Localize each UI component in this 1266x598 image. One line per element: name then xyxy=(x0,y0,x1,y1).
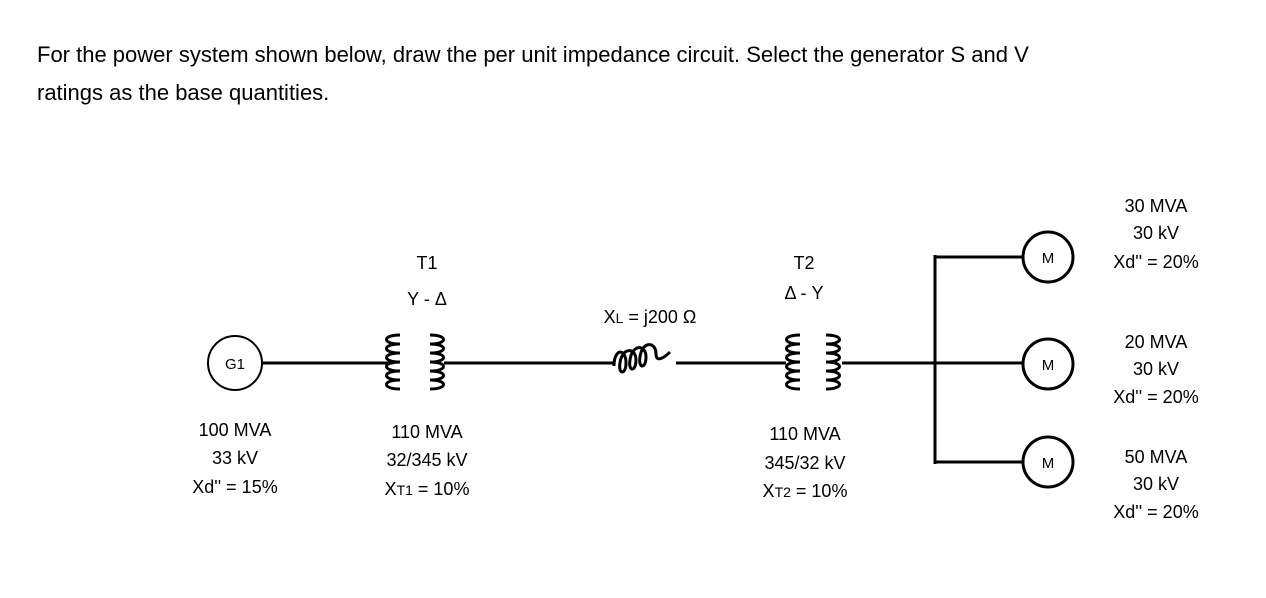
motor-3-kv: 30 kV xyxy=(1132,474,1180,494)
motor-3-reactance: Xd'' = 20% xyxy=(1113,502,1199,522)
problem-line-1: For the power system shown below, draw the per unit impedance circuit. Select the generator S and V xyxy=(37,42,1029,67)
t2-secondary-winding xyxy=(826,335,840,389)
t1-name: T1 xyxy=(416,253,438,273)
motor-1-kv: 30 kV xyxy=(1132,223,1180,243)
line-inductor xyxy=(614,345,670,372)
t1-secondary-winding xyxy=(430,335,444,389)
generator-reactance: Xd'' = 15% xyxy=(192,477,278,497)
motor-3-mva: 50 MVA xyxy=(1124,447,1188,467)
motor-2-reactance: Xd'' = 20% xyxy=(1113,387,1199,407)
t1-reactance: XT1 = 10% xyxy=(384,479,470,499)
motor-1-symbol-label: M xyxy=(1041,250,1055,267)
t1-connection: Y - Δ xyxy=(407,289,447,309)
t1-kv: 32/345 kV xyxy=(386,450,468,470)
t2-name: T2 xyxy=(793,253,815,273)
line-reactance: XL = j200 Ω xyxy=(603,307,697,327)
generator-symbol-label: G1 xyxy=(224,356,246,373)
motor-1-reactance: Xd'' = 20% xyxy=(1113,252,1199,272)
generator-kv: 33 kV xyxy=(211,448,259,468)
motor-2-kv: 30 kV xyxy=(1132,359,1180,379)
t2-mva: 110 MVA xyxy=(769,424,841,444)
t1-mva: 110 MVA xyxy=(391,422,463,442)
motor-2-symbol-label: M xyxy=(1041,357,1055,374)
t2-primary-winding xyxy=(787,335,801,389)
motor-1-mva: 30 MVA xyxy=(1124,196,1188,216)
problem-line-2: ratings as the base quantities. xyxy=(37,80,330,105)
motor-2-mva: 20 MVA xyxy=(1124,332,1188,352)
generator-mva: 100 MVA xyxy=(198,420,272,440)
t2-kv: 345/32 kV xyxy=(764,453,846,473)
t2-reactance: XT2 = 10% xyxy=(762,481,848,501)
motor-3-symbol-label: M xyxy=(1041,455,1055,472)
t2-connection: Δ - Y xyxy=(784,283,824,303)
